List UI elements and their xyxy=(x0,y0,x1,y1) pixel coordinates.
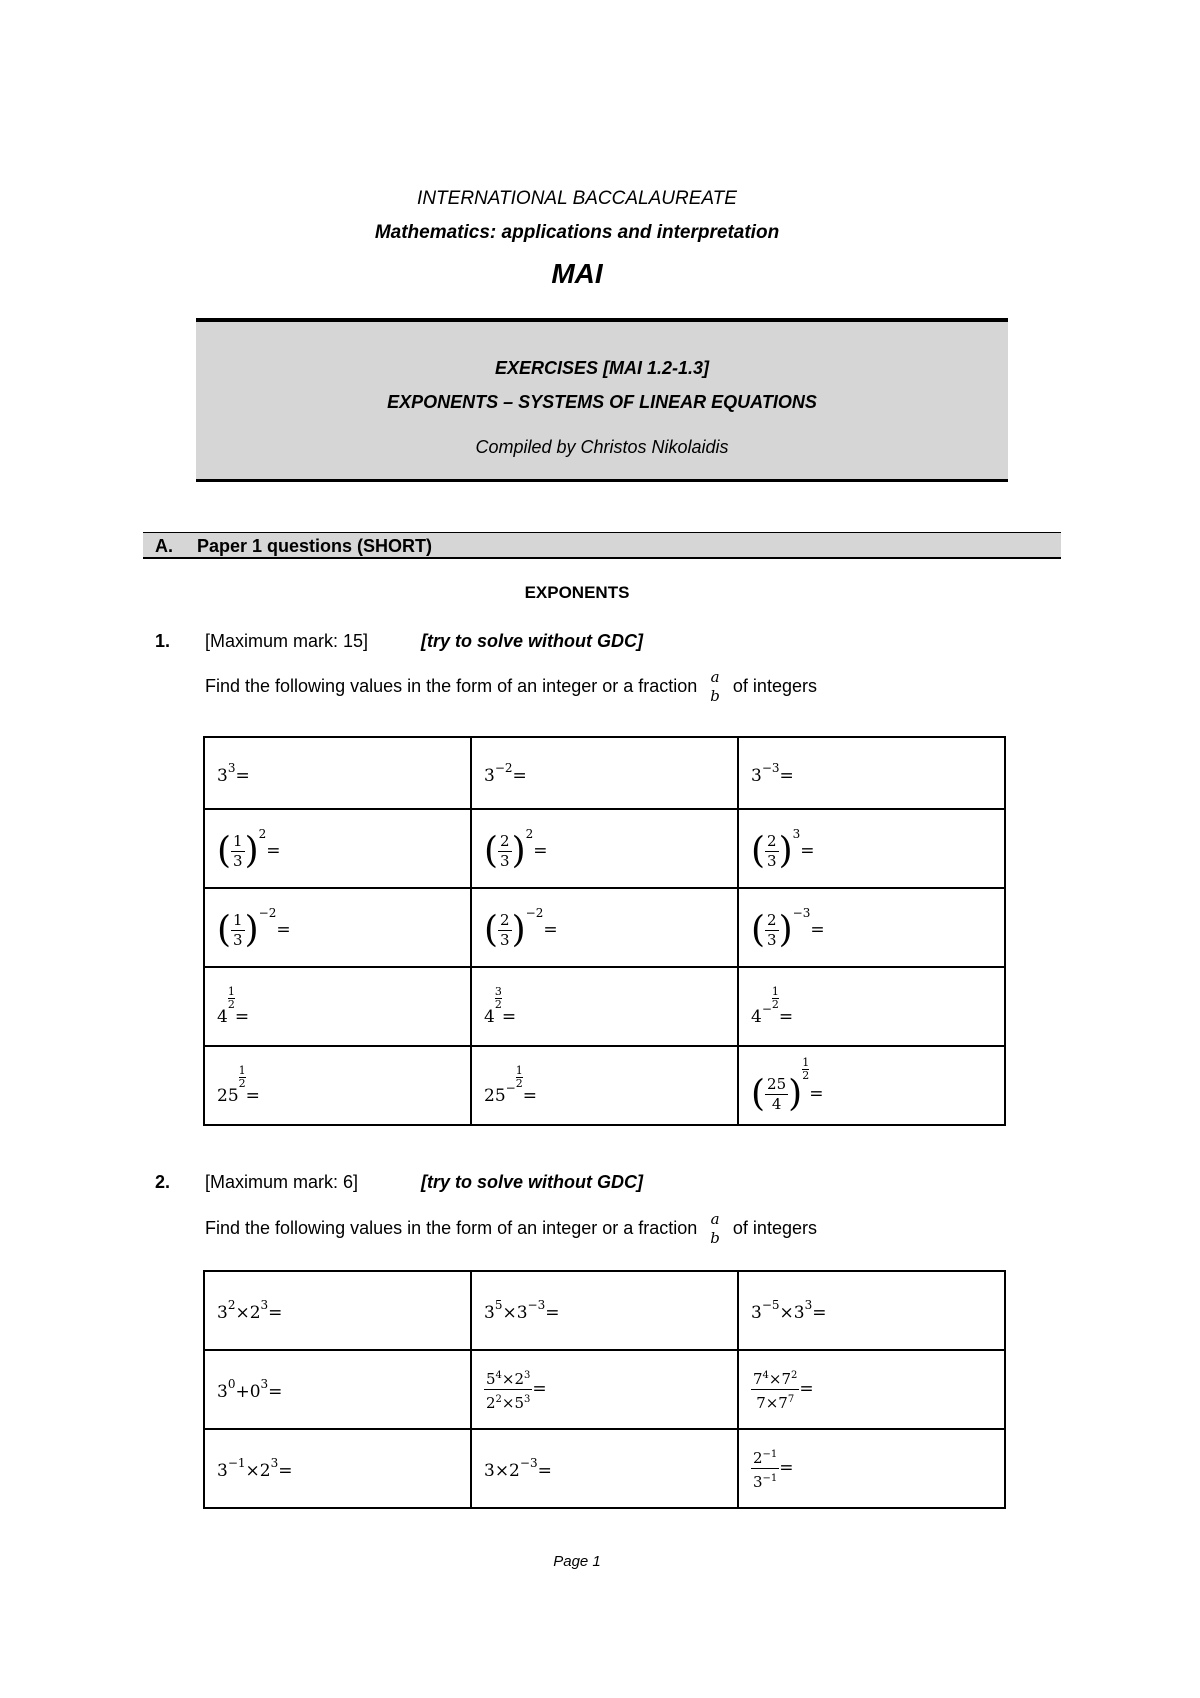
fraction-a-over-b xyxy=(708,1210,722,1248)
title-box xyxy=(196,318,1008,482)
frac-a: a xyxy=(710,1210,720,1228)
page-number: Page 1 xyxy=(553,1553,601,1570)
question-2-text-before: Find the following values in the form of an integer or a fraction xyxy=(205,1217,698,1238)
cell-1-3-pow-neg2: ( $\frac{1}{3}$ )−2= xyxy=(204,888,471,967)
frac-b: b xyxy=(710,687,720,705)
frac-a: a xyxy=(710,668,720,686)
frac-b: b xyxy=(710,1229,720,1247)
cell-3powneg1-times-2pow3: $3^{-1}\times 2^3=$ xyxy=(204,1429,471,1508)
question-1-text-after: of integers xyxy=(732,675,817,696)
table-row xyxy=(204,967,1005,1046)
question-2-instruction xyxy=(205,1210,817,1248)
title-box-topic: EXPONENTS – SYSTEMS OF LINEAR EQUATIONS xyxy=(387,392,817,412)
question-1-number: 1. xyxy=(155,631,171,651)
cell-3pow0-plus-0pow3: $3^0+0^3=$ xyxy=(204,1350,471,1429)
question-2-table xyxy=(203,1270,1006,1509)
table-row xyxy=(204,1271,1005,1350)
question-1-text-before: Find the following values in the form of an integer or a fraction xyxy=(205,675,698,696)
cell-4-pow-neg-half: 4− $\frac{1}{2}$ = xyxy=(738,967,1005,1046)
question-2-number: 2. xyxy=(155,1172,171,1192)
table-row xyxy=(204,888,1005,967)
cell-fraction-2neg1-over-3neg1: $\frac{2^{-1}}{3^{-1}}$ = xyxy=(738,1429,1005,1508)
cell-4-pow-3-2: 4 $\frac{3}{2}$ = xyxy=(471,967,738,1046)
header-code: MAI xyxy=(551,258,603,289)
table-row xyxy=(204,1429,1005,1508)
cell-3-pow-neg3: $3^{-3}=$ xyxy=(738,737,1005,809)
cell-3-pow-neg2: $3^{-2}=$ xyxy=(471,737,738,809)
table-row xyxy=(204,1350,1005,1429)
cell-4-pow-half: 4 $\frac{1}{2}$ = xyxy=(204,967,471,1046)
question-1-mark: [Maximum mark: 15] xyxy=(205,631,369,651)
table-row xyxy=(204,1046,1005,1125)
cell-3powneg5-times-3pow3: $3^{-5}\times 3^3=$ xyxy=(738,1271,1005,1350)
cell-2-3-pow-3: ( $\frac{2}{3}$ )3= xyxy=(738,809,1005,888)
cell-2-3-pow-2: ( $\frac{2}{3}$ )2= xyxy=(471,809,738,888)
cell-3-pow-3: $3^3=$ xyxy=(204,737,471,809)
cell-25-pow-half: 25 $\frac{1}{2}$ = xyxy=(204,1046,471,1125)
title-box-author: Compiled by Christos Nikolaidis xyxy=(475,437,729,457)
header-institution: INTERNATIONAL BACCALAUREATE xyxy=(417,188,737,209)
question-1-table xyxy=(203,736,1006,1126)
question-1-hint: [try to solve without GDC] xyxy=(421,631,643,651)
table-row xyxy=(204,809,1005,888)
cell-3pow2-times-2pow3: $3^2\times 2^3=$ xyxy=(204,1271,471,1350)
section-title: Paper 1 questions (SHORT) xyxy=(197,536,433,556)
question-2-hint: [try to solve without GDC] xyxy=(421,1172,643,1192)
cell-2-3-pow-neg2: ( $\frac{2}{3}$ )−2= xyxy=(471,888,738,967)
question-2-text-after: of integers xyxy=(732,1217,817,1238)
cell-25-4-pow-half: ( $\frac{25}{4}$ ) $\frac{1}{2}$ = xyxy=(738,1046,1005,1125)
cell-fraction-7-7-over-7-7: $\frac{7^4\times 7^2}{7\times 7^7}$ = xyxy=(738,1350,1005,1429)
subheading-exponents: EXPONENTS xyxy=(524,583,630,602)
question-1-instruction xyxy=(205,668,817,706)
question-2-mark: [Maximum mark: 6] xyxy=(205,1172,359,1192)
section-label: A. xyxy=(155,536,173,556)
cell-3pow5-times-3powneg3: $3^5\times 3^{-3}=$ xyxy=(471,1271,738,1350)
cell-3-times-2powneg3: $3\times 2^{-3}=$ xyxy=(471,1429,738,1508)
table-row xyxy=(204,737,1005,809)
cell-2-3-pow-neg3: ( $\frac{2}{3}$ )−3= xyxy=(738,888,1005,967)
cell-25-pow-neg-half: 25− $\frac{1}{2}$ = xyxy=(471,1046,738,1125)
fraction-a-over-b xyxy=(708,668,722,706)
title-box-exercises: EXERCISES [MAI 1.2-1.3] xyxy=(494,358,710,378)
cell-fraction-5-2-over-2-5: $\frac{5^4\times 2^3}{2^2\times 5^3}$ = xyxy=(471,1350,738,1429)
header-course: Mathematics: applications and interpretation xyxy=(374,222,780,243)
cell-1-3-pow-2: ( $\frac{1}{3}$ )2= xyxy=(204,809,471,888)
section-bar xyxy=(143,532,1061,559)
